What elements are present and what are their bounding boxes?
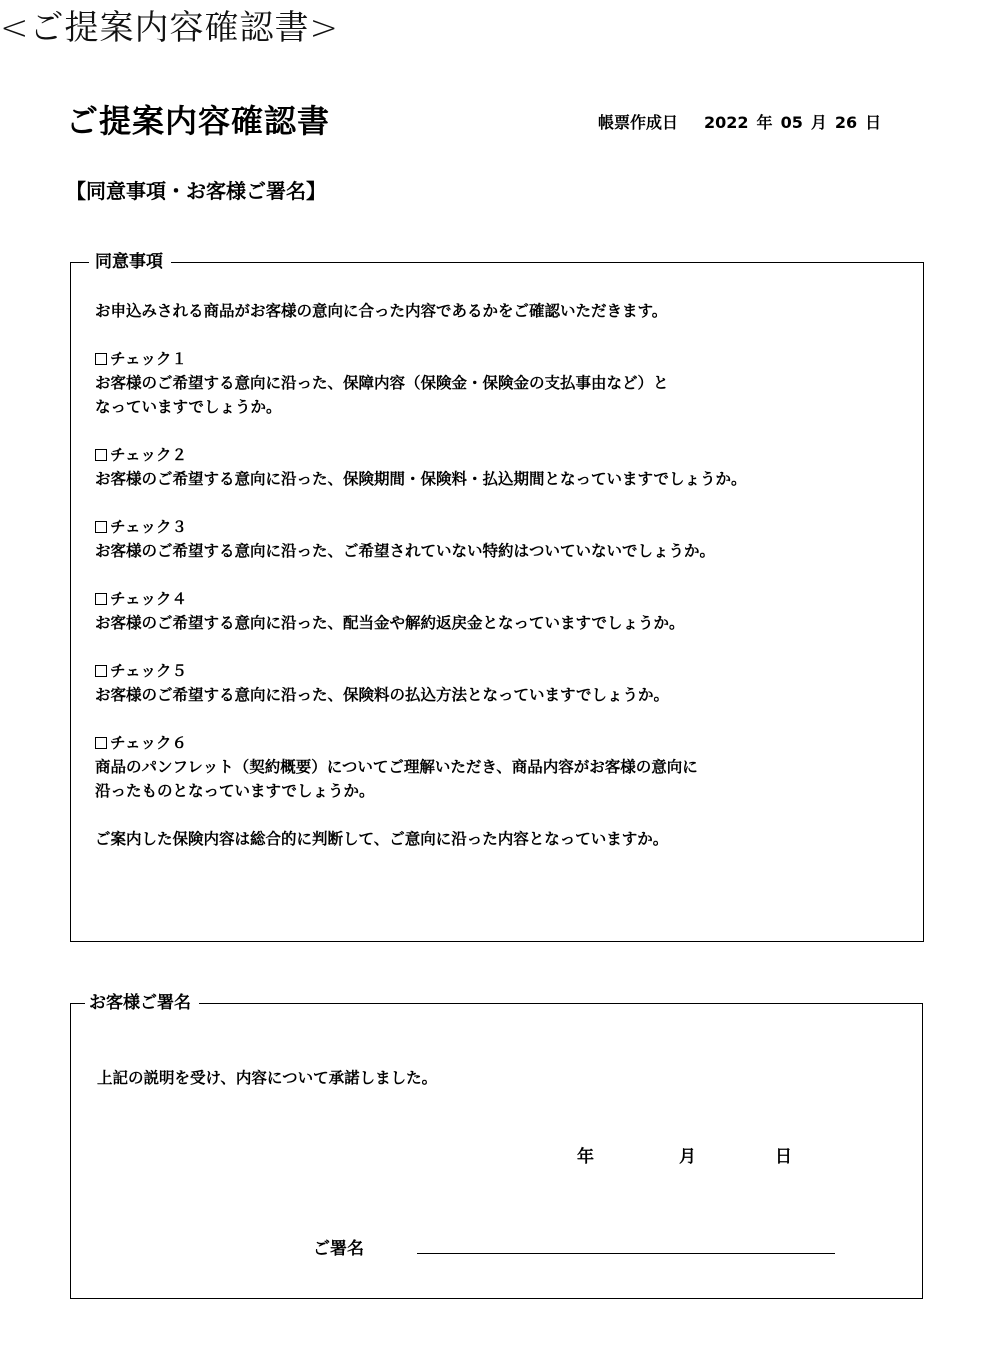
check-label: チェック３ (110, 518, 188, 536)
check-label: チェック２ (110, 446, 188, 464)
checkbox[interactable] (95, 449, 107, 461)
check-text: お客様のご希望する意向に沿った、配当金や解約返戻金となっていますでしょうか。 (95, 614, 685, 632)
check-label: チェック５ (110, 662, 188, 680)
checkbox[interactable] (95, 521, 107, 533)
check-item-5 (95, 659, 895, 707)
signature-line[interactable] (417, 1253, 835, 1254)
consent-box (70, 252, 924, 942)
signature-statement: 上記の説明を受け、内容について承諾しました。 (97, 1069, 438, 1087)
check-text: お客様のご希望する意向に沿った、保険料の払込方法となっていますでしょうか。 (95, 686, 669, 704)
issue-day: 26 (834, 113, 858, 132)
check-item-6 (95, 731, 895, 803)
signature-legend: お客様ご署名 (85, 991, 199, 1015)
check-item-1 (95, 347, 895, 419)
checkbox[interactable] (95, 737, 107, 749)
month-unit: 月 (810, 113, 827, 132)
check-text: なっていますでしょうか。 (95, 398, 282, 416)
check-text: 沿ったものとなっていますでしょうか。 (95, 782, 375, 800)
checkbox[interactable] (95, 353, 107, 365)
check-item-3 (95, 515, 895, 563)
check-text: お客様のご希望する意向に沿った、ご希望されていない特約はついていないでしょうか。 (95, 542, 716, 560)
issue-date (598, 110, 881, 133)
year-unit: 年 (756, 113, 773, 132)
date-day-label: 日 (775, 1147, 792, 1167)
consent-closing: ご案内した保険内容は総合的に判断して、ご意向に沿った内容となっていますか。 (95, 830, 669, 848)
check-label: チェック４ (110, 590, 188, 608)
checkbox[interactable] (95, 665, 107, 677)
check-text: 商品のパンフレット（契約概要）についてご理解いただき、商品内容がお客様の意向に (95, 758, 698, 776)
document-title: ご提案内容確認書 (66, 102, 331, 140)
issue-date-label: 帳票作成日 (598, 113, 679, 132)
check-label: チェック６ (110, 734, 188, 752)
date-month-label: 月 (679, 1147, 696, 1167)
date-year-label: 年 (577, 1147, 594, 1167)
issue-year: 2022 (704, 113, 749, 132)
caption: <ご提案内容確認書> (0, 8, 339, 48)
check-text: お客様のご希望する意向に沿った、保障内容（保険金・保険金の支払事由など）と (95, 374, 669, 392)
check-label: チェック１ (110, 350, 188, 368)
issue-month: 05 (780, 113, 803, 132)
check-item-2 (95, 443, 895, 491)
consent-intro: お申込みされる商品がお客様の意向に合った内容であるかをご確認いただきます。 (95, 302, 668, 320)
checkbox[interactable] (95, 593, 107, 605)
consent-body (95, 299, 895, 851)
signature-label: ご署名 (313, 1239, 364, 1259)
check-text: お客様のご希望する意向に沿った、保険期間・保険料・払込期間となっていますでしょうか。 (95, 470, 747, 488)
check-item-4 (95, 587, 895, 635)
consent-legend: 同意事項 (89, 250, 171, 274)
signature-box (70, 993, 923, 1299)
section-heading: 【同意事項・お客様ご署名】 (66, 179, 326, 203)
day-unit: 日 (865, 113, 882, 132)
